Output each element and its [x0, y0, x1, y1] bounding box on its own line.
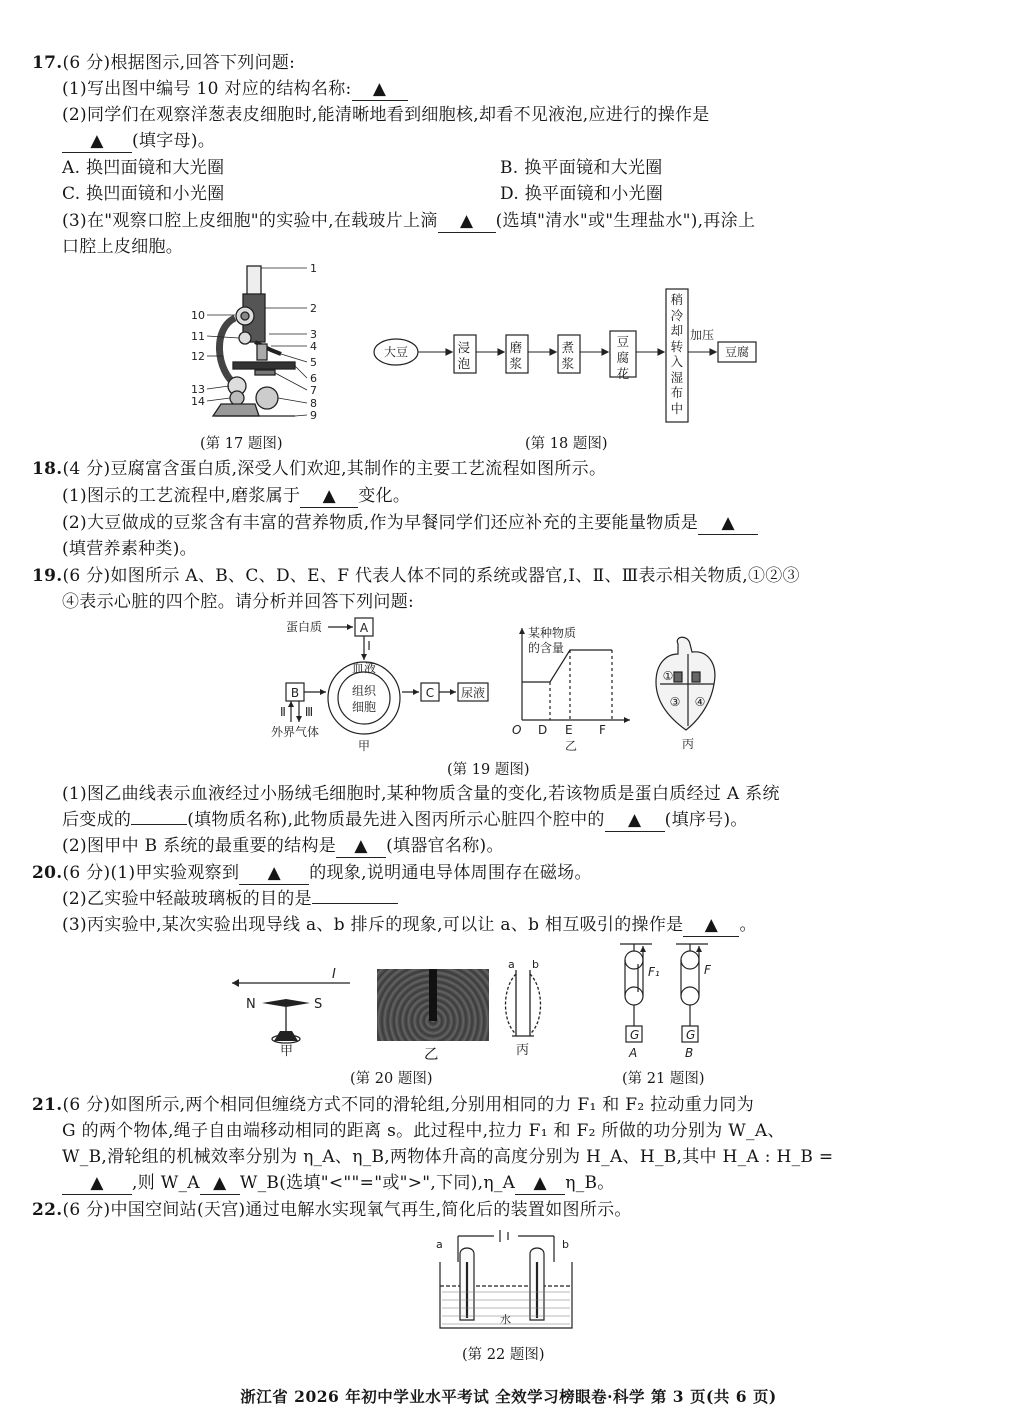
wire-b-label: b — [532, 958, 539, 971]
jia-blood-label: 血液 — [351, 661, 377, 675]
yi-tick-d: D — [538, 723, 548, 737]
figure-19-caption: (第 19 题图) — [447, 762, 530, 778]
microscope-label: 13 — [191, 383, 205, 396]
q17-option-b: B. 换平面镜和大光圈 — [500, 158, 663, 178]
pulley-a-label: A — [629, 1046, 638, 1060]
flow-step-4: 豆腐花 — [616, 334, 630, 381]
pulley-b-label: B — [685, 1046, 694, 1060]
jia-arrow-ii: Ⅱ — [280, 705, 286, 719]
q17-option-d: D. 换平面镜和小光圈 — [500, 184, 664, 204]
water-label: 水 — [500, 1313, 511, 1326]
answer-marker: ▲ — [322, 486, 336, 506]
q19-part1-line2: 后变成的 (填物质名称),此物质最先进入图丙所示心脏四个腔中的 ▲ (填序号)。 — [62, 810, 748, 830]
answer-blank[interactable] — [605, 809, 665, 832]
q17-header: 17.(6 分)根据图示,回答下列问题: — [32, 53, 296, 73]
microscope-label: 4 — [310, 340, 317, 353]
figure-22-caption: (第 22 题图) — [462, 1347, 545, 1363]
microscope-label: 12 — [191, 350, 205, 363]
answer-marker: ▲ — [90, 1173, 104, 1193]
figure-22-electrolysis — [430, 1222, 582, 1340]
weight-g-label: G — [630, 1028, 640, 1042]
microscope-label: 11 — [191, 330, 205, 343]
microscope-label: 5 — [310, 356, 317, 369]
answer-marker: ▲ — [213, 1173, 227, 1193]
jia-figure-label: 甲 — [280, 1044, 294, 1057]
wire-a-label: a — [508, 958, 515, 971]
iron-filings-photo — [377, 969, 489, 1041]
microscope-label: 14 — [191, 395, 205, 408]
yi-ylabel: 的含量 — [528, 641, 565, 655]
figure-21-caption: (第 21 题图) — [622, 1071, 705, 1087]
flow-press-label: 加压 — [689, 328, 715, 342]
answer-blank[interactable] — [683, 914, 739, 937]
jia-box-c: C — [425, 686, 435, 700]
figure-17-caption: (第 17 题图) — [200, 436, 283, 452]
answer-marker: ▲ — [267, 863, 281, 883]
q21-line3: W_B,滑轮组的机械效率分别为 η_A、η_B,两物体升高的高度分别为 H_A、H_B,其中 H_A : H_B = — [62, 1147, 834, 1167]
jia-box-b: B — [290, 686, 300, 700]
tofu-flowchart — [372, 285, 792, 425]
answer-blank[interactable] — [336, 835, 386, 858]
q18-part2-line1: (2)大豆做成的豆浆含有丰富的营养物质,作为早餐同学们还应补充的主要能量物质是 ▲ — [62, 512, 758, 535]
answer-blank[interactable] — [200, 1172, 240, 1195]
answer-marker: ▲ — [721, 513, 735, 533]
q19-part1-line1: (1)图乙曲线表示血液经过小肠绒毛细胞时,某种物质含量的变化,若该物质是蛋白质经过 A 系统 — [62, 784, 780, 804]
answer-blank[interactable] — [62, 130, 132, 153]
compass-north: N — [246, 997, 256, 1012]
jia-protein-label: 蛋白质 — [285, 620, 323, 634]
q17-part2-line2: ▲ (填字母)。 — [62, 130, 215, 153]
q18-header: 18.(4 分)豆腐富含蛋白质,深受人们欢迎,其制作的主要工艺流程如图所示。 — [32, 459, 607, 479]
q17-option-a: A. 换凹面镜和大光圈 — [62, 158, 225, 178]
jia-arrow-i: Ⅰ — [367, 639, 371, 653]
bing-figure-label: 丙 — [516, 1043, 530, 1058]
q20-part2: (2)乙实验中轻敲玻璃板的目的是 — [62, 888, 398, 910]
q17-part3-line2: 口腔上皮细胞。 — [62, 237, 184, 257]
yi-figure-label: 乙 — [564, 739, 578, 752]
answer-blank[interactable] — [312, 903, 398, 904]
microscope-label: 2 — [310, 302, 317, 315]
q19-part2: (2)图甲中 B 系统的最重要的结构是 ▲ (填器官名称)。 — [62, 836, 504, 856]
electrode-b-label: b — [562, 1238, 569, 1251]
q22-header: 22.(6 分)中国空间站(天宫)通过电解水实现氧气再生,简化后的装置如图所示。 — [32, 1200, 632, 1220]
figure-21-pulleys — [612, 940, 732, 1062]
yi-figure-label: 乙 — [424, 1047, 439, 1063]
jia-figure-label: 甲 — [357, 739, 371, 752]
jia-urine-label: 尿液 — [460, 686, 486, 700]
answer-blank[interactable] — [62, 1172, 132, 1195]
electrode-a-label: a — [436, 1238, 443, 1251]
answer-blank[interactable] — [239, 862, 309, 885]
figure-19-bing-heart — [648, 634, 726, 752]
microscope-label: 1 — [310, 262, 317, 275]
q21-line4: ▲ ,则 W_A ▲ W_B(选填"<""="或">",下同),η_A ▲ η_B。 — [62, 1172, 615, 1195]
answer-blank[interactable] — [352, 78, 408, 101]
jia-air-label: 外界气体 — [270, 725, 320, 739]
microscope-label: 3 — [310, 328, 317, 341]
figure-19-yi-graph — [508, 620, 638, 752]
heart-chamber-4: ④ — [694, 695, 706, 709]
answer-marker: ▲ — [90, 131, 104, 151]
answer-marker: ▲ — [533, 1173, 547, 1193]
figure-20-jia-compass — [228, 965, 356, 1057]
q17-part3-line1: (3)在"观察口腔上皮细胞"的实验中,在载玻片上滴 ▲ (选填"清水"或"生理盐水"),再涂上 — [62, 211, 756, 231]
jia-cell-label: 组织 — [351, 684, 377, 698]
answer-blank[interactable] — [300, 485, 358, 508]
answer-marker: ▲ — [354, 836, 368, 856]
flow-step-1: 浸泡 — [457, 340, 471, 371]
force-f1-label: F₁ — [648, 965, 660, 979]
microscope-label: 7 — [310, 384, 317, 397]
q20-part3: (3)丙实验中,某次实验出现导线 a、b 排斥的现象,可以让 a、b 相互吸引的操作是 ▲ 。 — [62, 915, 757, 935]
wire-image — [429, 969, 437, 1021]
q21-line1: 21.(6 分)如图所示,两个相同但缠绕方式不同的滑轮组,分别用相同的力 F₁ 和 F₂ 拉动重力同为 — [32, 1095, 755, 1115]
weight-g-label: G — [686, 1028, 696, 1042]
flow-end: 豆腐 — [724, 345, 750, 359]
jia-arrow-iii: Ⅲ — [304, 705, 314, 719]
q17-option-c: C. 换凹面镜和小光圈 — [62, 184, 225, 204]
microscope-label: 9 — [310, 409, 317, 422]
current-label: I — [332, 967, 336, 982]
compass-south: S — [314, 997, 323, 1012]
q21-line2: G 的两个物体,绳子自由端移动相同的距离 s。此过程中,拉力 F₁ 和 F₂ 所做的功分别为 W_A、 — [62, 1121, 785, 1141]
q19-header-line2: ④表示心脏的四个腔。请分析并回答下列问题: — [62, 592, 415, 612]
q18-part1: (1)图示的工艺流程中,磨浆属于 ▲ 变化。 — [62, 486, 411, 506]
yi-tick-e: E — [565, 723, 573, 737]
microscope-label: 10 — [191, 309, 205, 322]
answer-blank[interactable] — [131, 824, 187, 825]
answer-marker: ▲ — [704, 915, 719, 935]
flow-step-5: 稍冷却转入湿布中 — [670, 292, 684, 416]
flow-step-2: 磨浆 — [509, 340, 523, 371]
microscope-figure — [185, 258, 330, 426]
q20-part1: 20.(6 分)(1)甲实验观察到 ▲ 的现象,说明通电导体周围存在磁场。 — [32, 863, 592, 883]
q18-part2-line2: (填营养素种类)。 — [62, 539, 197, 559]
answer-blank[interactable] — [438, 210, 496, 233]
q17-part2-line1: (2)同学们在观察洋葱表皮细胞时,能清晰地看到细胞核,却看不见液泡,应进行的操作是 — [62, 105, 710, 125]
figure-20-bing-wires — [500, 958, 548, 1058]
page-footer: 浙江省 2026 年初中学业水平考试 全效学习榜眼卷·科学 第 3 页(共 6 页) — [240, 1387, 777, 1406]
force-f-label: F — [704, 963, 711, 977]
microscope-label: 8 — [310, 397, 317, 410]
yi-ylabel: 某种物质 — [528, 626, 577, 640]
answer-marker: ▲ — [372, 79, 387, 99]
figure-18-caption: (第 18 题图) — [525, 436, 608, 452]
bing-figure-label: 丙 — [681, 737, 695, 751]
q19-header-line1: 19.(6 分)如图所示 A、B、C、D、E、F 代表人体不同的系统或器官,Ⅰ、Ⅱ、Ⅲ表示相关物质,①②③ — [32, 566, 800, 586]
jia-cell-label: 细胞 — [351, 700, 377, 714]
heart-chamber-3: ③ — [669, 695, 681, 709]
yi-origin: O — [512, 723, 522, 737]
flow-step-3: 煮浆 — [561, 340, 575, 371]
answer-marker: ▲ — [459, 211, 474, 231]
q17-part1: (1)写出图中编号 10 对应的结构名称: ▲ — [62, 78, 408, 101]
figure-20-caption: (第 20 题图) — [350, 1071, 433, 1087]
answer-blank[interactable] — [515, 1172, 565, 1195]
flow-start: 大豆 — [383, 345, 409, 359]
jia-box-a: A — [359, 621, 369, 635]
answer-marker: ▲ — [627, 810, 642, 830]
microscope-label: 6 — [310, 372, 317, 385]
answer-blank[interactable] — [698, 512, 758, 535]
yi-tick-f: F — [599, 723, 606, 737]
figure-19-jia — [268, 612, 500, 752]
heart-chamber-1: ① — [662, 669, 674, 683]
